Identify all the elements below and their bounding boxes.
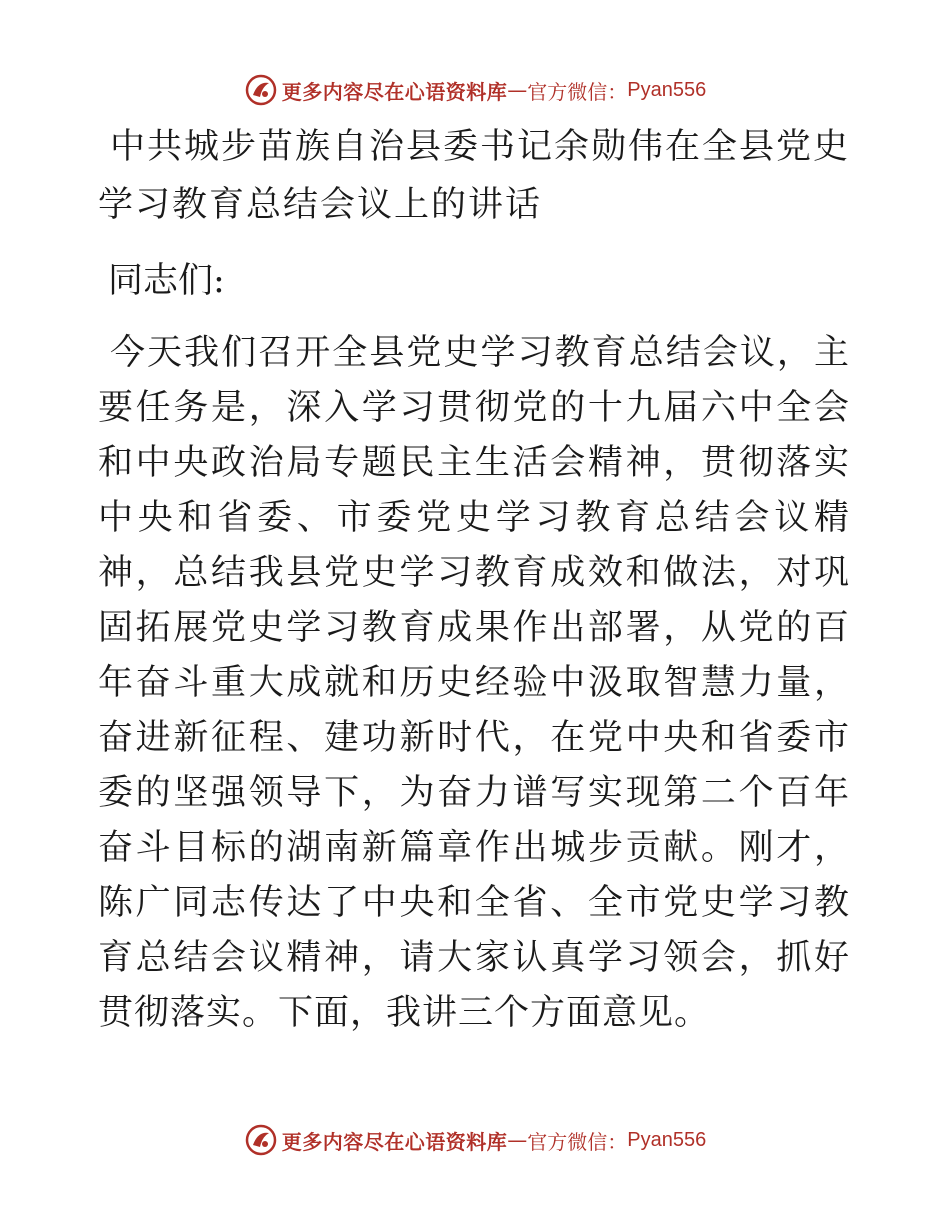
salutation: 同志们:: [108, 261, 225, 301]
brand-logo-icon: [244, 73, 278, 107]
watermark-wechat-label: 官方微信：: [527, 1129, 628, 1154]
watermark-site-text: 更多内容尽在心语资料库: [281, 79, 508, 104]
body-paragraph: 今天我们召开全县党史学习教育总结会议，主要任务是，深入学习贯彻党的十九届六中全会和中央政治局专题民主生活会精神，贯彻落实中央和省委、市委党史学习教育总结会议精神，总结我县党史学习教育成效和做法，对巩固拓展党史学习教育成果作出部署，从党的百年奋斗重大成就和历史经验中汲取智慧力量，奋进新征程、建功新时代，在党中央和省委市委的坚强领导下，为奋力谱写实现第二个百年奋斗目标的湖南新篇章作出城步贡献。刚才，陈广同志传达了中央和全省、全市党史学习教育总结会议精神，请大家认真学习领会，抓好贯彻落实。下面，我讲三个方面意见。: [98, 333, 850, 1033]
brand-logo-icon: [244, 1123, 278, 1157]
document-title: 中共城步苗族自治县委书记余勋伟在全县党史学习教育总结会议上的讲话: [98, 127, 851, 225]
watermark-wechat-id: Pyan556: [627, 78, 707, 101]
watermark-site-text: 更多内容尽在心语资料库: [281, 1129, 508, 1154]
watermark-dash: —: [507, 1128, 528, 1152]
watermark-wechat-label: 官方微信：: [527, 79, 628, 104]
watermark-wechat-id: Pyan556: [627, 1128, 707, 1151]
footer-watermark: [0, 1120, 950, 1160]
header-watermark: [0, 70, 950, 110]
watermark-dash: —: [507, 78, 528, 102]
